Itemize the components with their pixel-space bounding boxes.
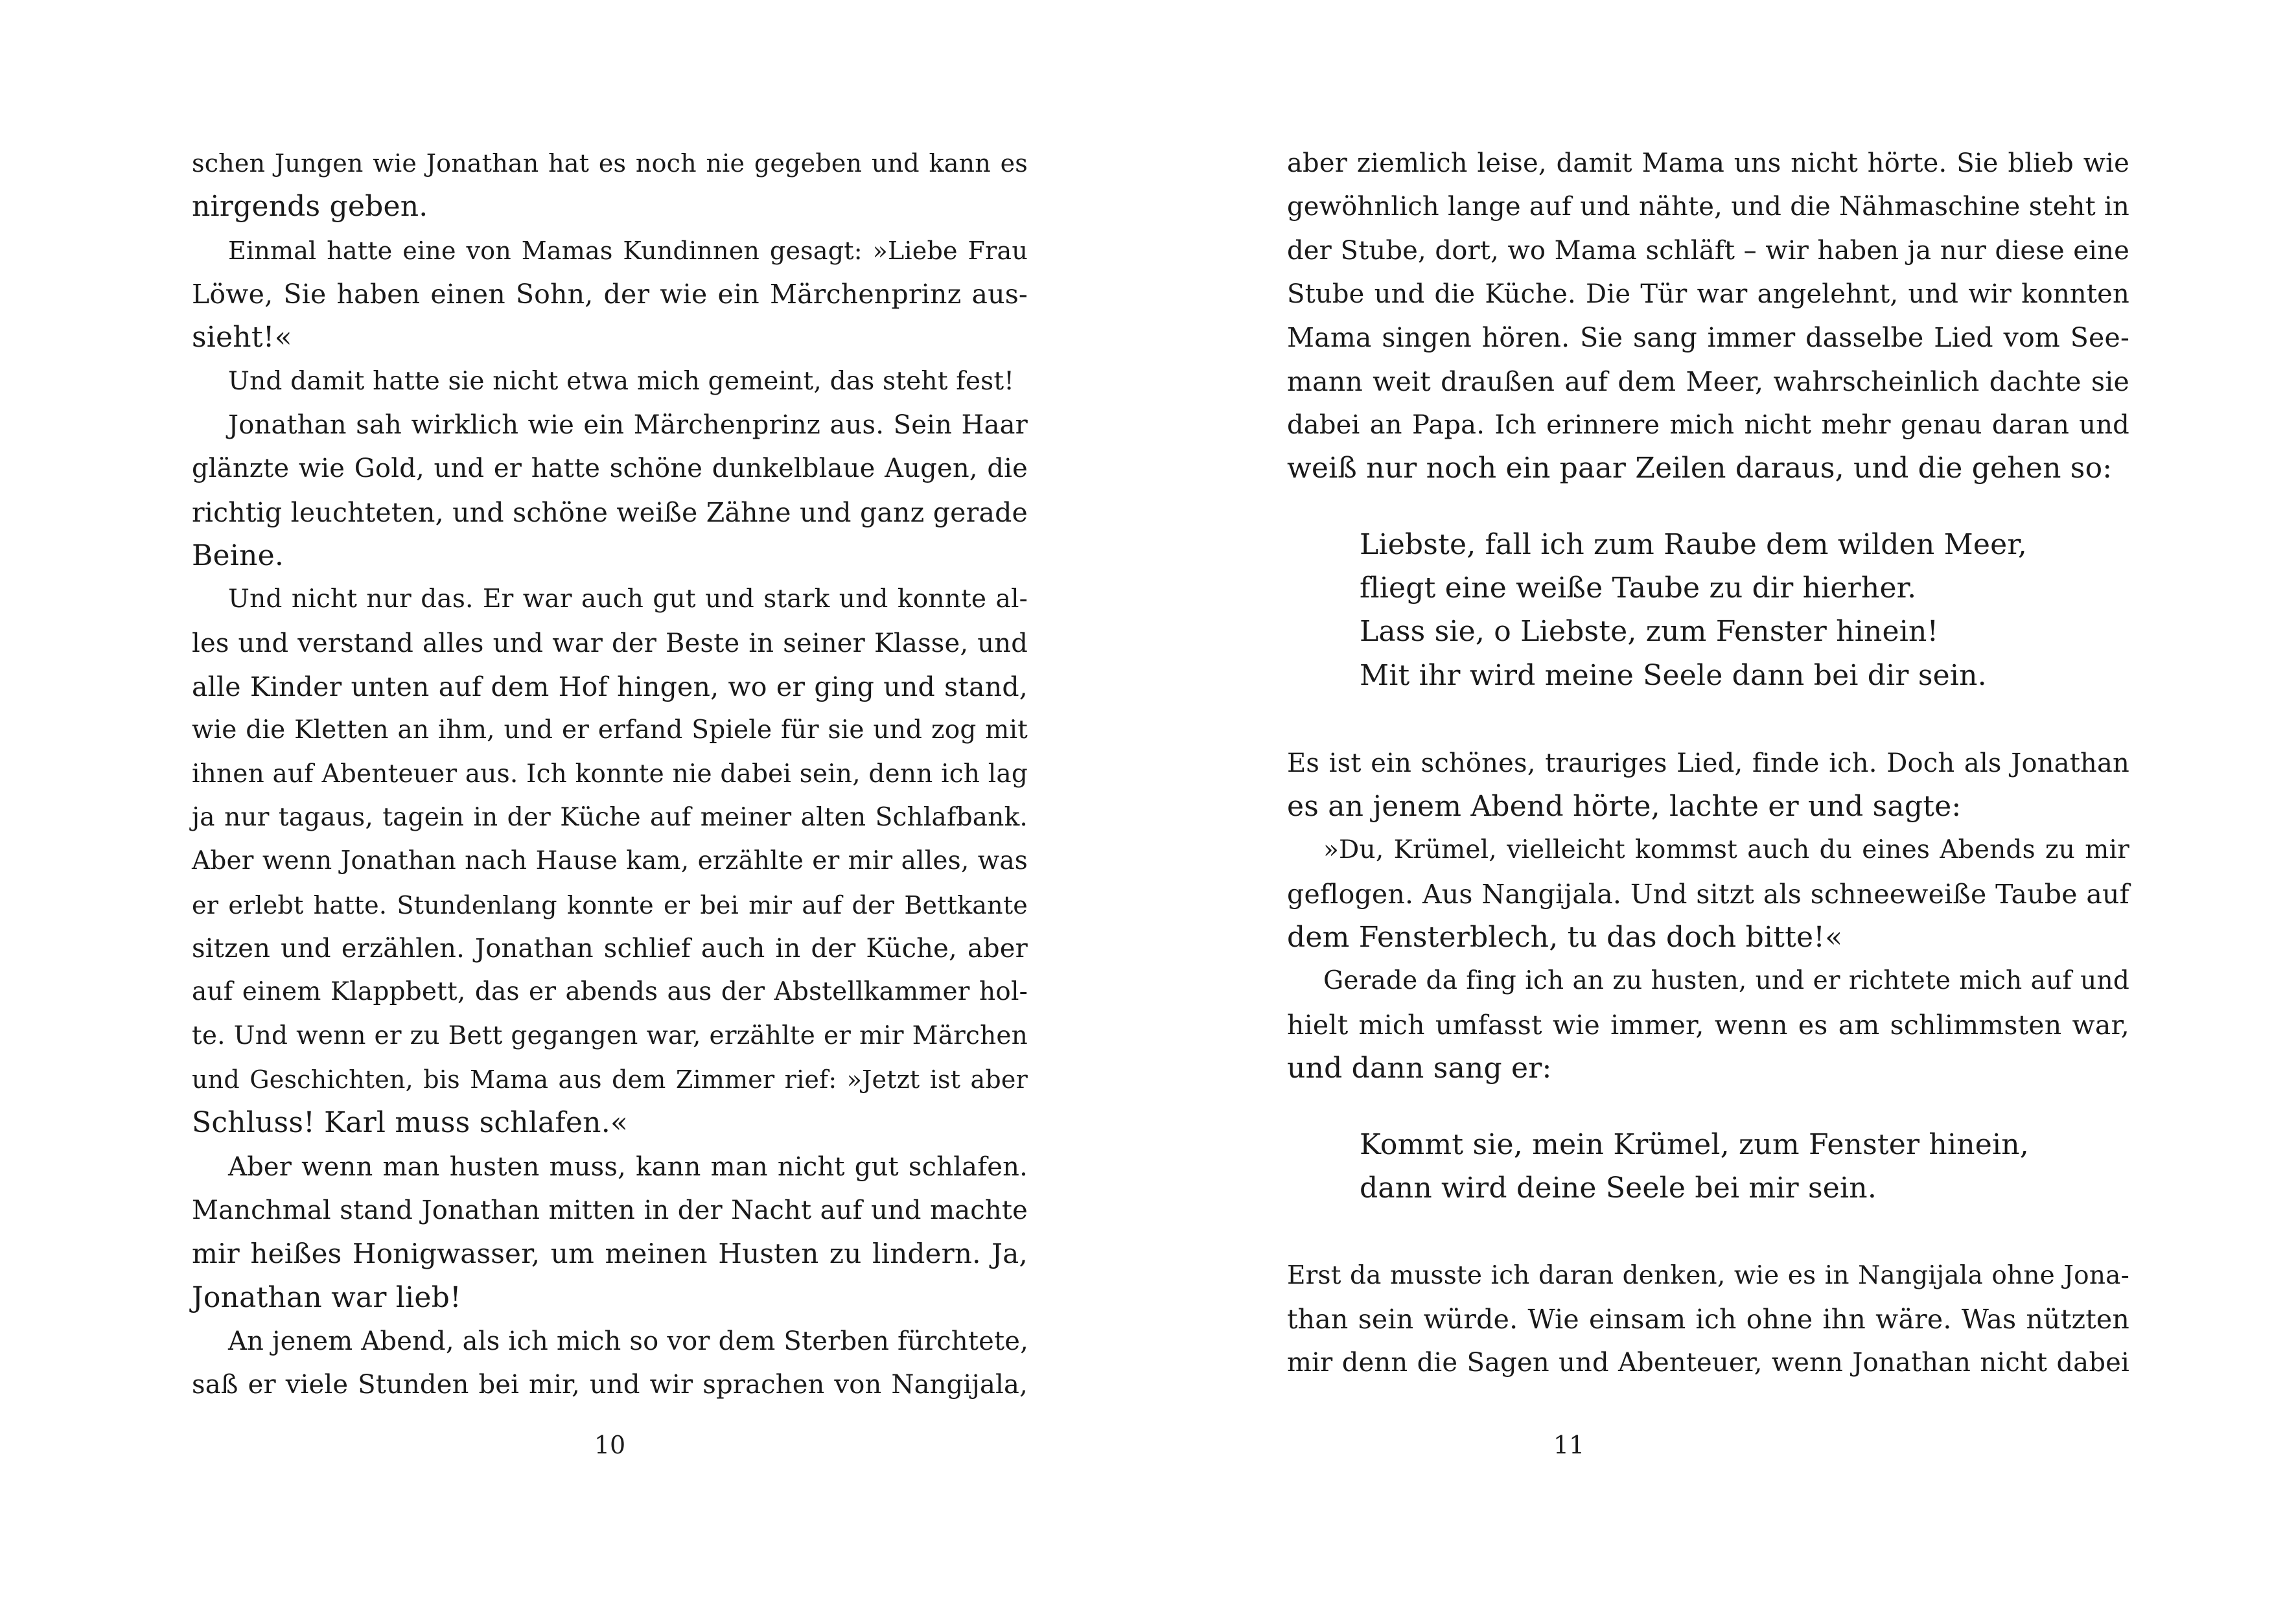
- text-line: aber ziemlich leise, damit Mama uns nicht hörte. Sie blieb wie: [1287, 148, 2129, 178]
- text-line: sitzen und erzählen. Jonathan schlief auch in der Küche, aber: [192, 934, 1028, 964]
- text-line: hielt mich umfasst wie immer, wenn es am schlimmsten war,: [1287, 1010, 2129, 1041]
- text-line: glänzte wie Gold, und er hatte schöne dunkelblaue Augen, die: [192, 454, 1028, 483]
- text-line: richtig leuchteten, und schöne weiße Zähne und ganz gerade: [192, 497, 1028, 528]
- text-line: te. Und wenn er zu Bett gegangen war, erzählte er mir Märchen: [192, 1021, 1028, 1050]
- text-line: Und damit hatte sie nicht etwa mich gemeint, das steht fest!: [228, 367, 1015, 396]
- text-line: mir denn die Sagen und Abenteuer, wenn Jonathan nicht dabei: [1287, 1348, 2129, 1378]
- verse-line: Mit ihr wird meine Seele dann bei dir sein.: [1360, 659, 1987, 692]
- text-line: Einmal hatte eine von Mamas Kundinnen gesagt: »Liebe Frau: [228, 237, 1028, 265]
- text-line: und dann sang er:: [1287, 1052, 1552, 1085]
- verse-line: Lass sie, o Liebste, zum Fenster hinein!: [1360, 615, 1939, 648]
- text-line: sieht!«: [192, 321, 292, 354]
- text-line: Mama singen hören. Sie sang immer dasselbe Lied vom See-: [1287, 322, 2129, 353]
- text-line: Jonathan war lieb!: [192, 1281, 461, 1314]
- text-line: er erlebt hatte. Stundenlang konnte er bei mir auf der Bettkante: [192, 891, 1028, 919]
- text-line: schen Jungen wie Jonathan hat es noch nie gegeben und kann es: [192, 149, 1028, 178]
- text-line: geflogen. Aus Nangijala. Und sitzt als schneeweiße Taube auf: [1287, 879, 2129, 910]
- text-line: weiß nur noch ein paar Zeilen daraus, und die gehen so:: [1287, 452, 2113, 485]
- text-line: wie die Kletten an ihm, und er erfand Spiele für sie und zog mit: [192, 715, 1028, 745]
- text-line: Aber wenn Jonathan nach Hause kam, erzählte er mir alles, was: [192, 846, 1028, 875]
- text-line: Stube und die Küche. Die Tür war angelehnt, und wir konnten: [1287, 279, 2129, 309]
- text-line: Manchmal stand Jonathan mitten in der Nacht auf und machte: [192, 1196, 1028, 1225]
- verse-line: Liebste, fall ich zum Raube dem wilden Meer,: [1360, 528, 2027, 561]
- verse-line: dann wird deine Seele bei mir sein.: [1360, 1172, 1877, 1205]
- text-line: dabei an Papa. Ich erinnere mich nicht mehr genau daran und: [1287, 410, 2129, 440]
- verse-line: Kommt sie, mein Krümel, zum Fenster hinein,: [1360, 1128, 2029, 1161]
- text-line: Gerade da fing ich an zu husten, und er richtete mich auf und: [1323, 966, 2129, 995]
- text-line: »Du, Krümel, vielleicht kommst auch du eines Abends zu mir: [1323, 835, 2129, 864]
- text-line: der Stube, dort, wo Mama schläft – wir haben ja nur diese eine: [1287, 236, 2129, 266]
- text-line: Jonathan sah wirklich wie ein Märchenprinz aus. Sein Haar: [228, 410, 1028, 440]
- text-line: alle Kinder unten auf dem Hof hingen, wo er ging und stand,: [192, 671, 1028, 702]
- text-line: Schluss! Karl muss schlafen.«: [192, 1106, 628, 1139]
- text-line: saß er viele Stunden bei mir, und wir sprachen von Nangijala,: [192, 1370, 1028, 1400]
- text-line: les und verstand alles und war der Beste in seiner Klasse, und: [192, 629, 1028, 658]
- text-line: Aber wenn man husten muss, kann man nicht gut schlafen.: [228, 1152, 1028, 1182]
- text-line: Beine.: [192, 539, 284, 572]
- text-line: ihnen auf Abenteuer aus. Ich konnte nie dabei sein, denn ich lag: [192, 759, 1028, 789]
- text-line: Löwe, Sie haben einen Sohn, der wie ein Märchenprinz aus-: [192, 279, 1028, 310]
- text-line: es an jenem Abend hörte, lachte er und sagte:: [1287, 790, 1962, 823]
- text-line: gewöhnlich lange auf und nähte, und die Nähmaschine steht in: [1287, 192, 2129, 222]
- right-page: [1148, 0, 2295, 1607]
- text-line: Es ist ein schönes, trauriges Lied, finde ich. Doch als Jonathan: [1287, 748, 2129, 778]
- verse-line: fliegt eine weiße Taube zu dir hierher.: [1360, 572, 1917, 605]
- text-line: auf einem Klappbett, das er abends aus der Abstellkammer hol-: [192, 977, 1028, 1006]
- text-line: dem Fensterblech, tu das doch bitte!«: [1287, 921, 1843, 954]
- text-line: mir heißes Honigwasser, um meinen Husten zu lindern. Ja,: [192, 1238, 1028, 1269]
- text-line: und Geschichten, bis Mama aus dem Zimmer rief: »Jetzt ist aber: [192, 1065, 1028, 1094]
- text-line: Und nicht nur das. Er war auch gut und stark und konnte al-: [228, 584, 1028, 614]
- text-line: mann weit draußen auf dem Meer, wahrscheinlich dachte sie: [1287, 366, 2129, 397]
- page-number: 10: [594, 1431, 626, 1459]
- text-line: An jenem Abend, als ich mich so vor dem Sterben fürchtete,: [228, 1326, 1029, 1356]
- text-line: Erst da musste ich daran denken, wie es in Nangijala ohne Jona-: [1287, 1261, 2129, 1290]
- text-line: ja nur tagaus, tagein in der Küche auf meiner alten Schlafbank.: [192, 803, 1028, 832]
- text-line: than sein würde. Wie einsam ich ohne ihn wäre. Was nützten: [1287, 1304, 2129, 1335]
- page-number: 11: [1553, 1431, 1585, 1459]
- text-line: nirgends geben.: [192, 190, 428, 223]
